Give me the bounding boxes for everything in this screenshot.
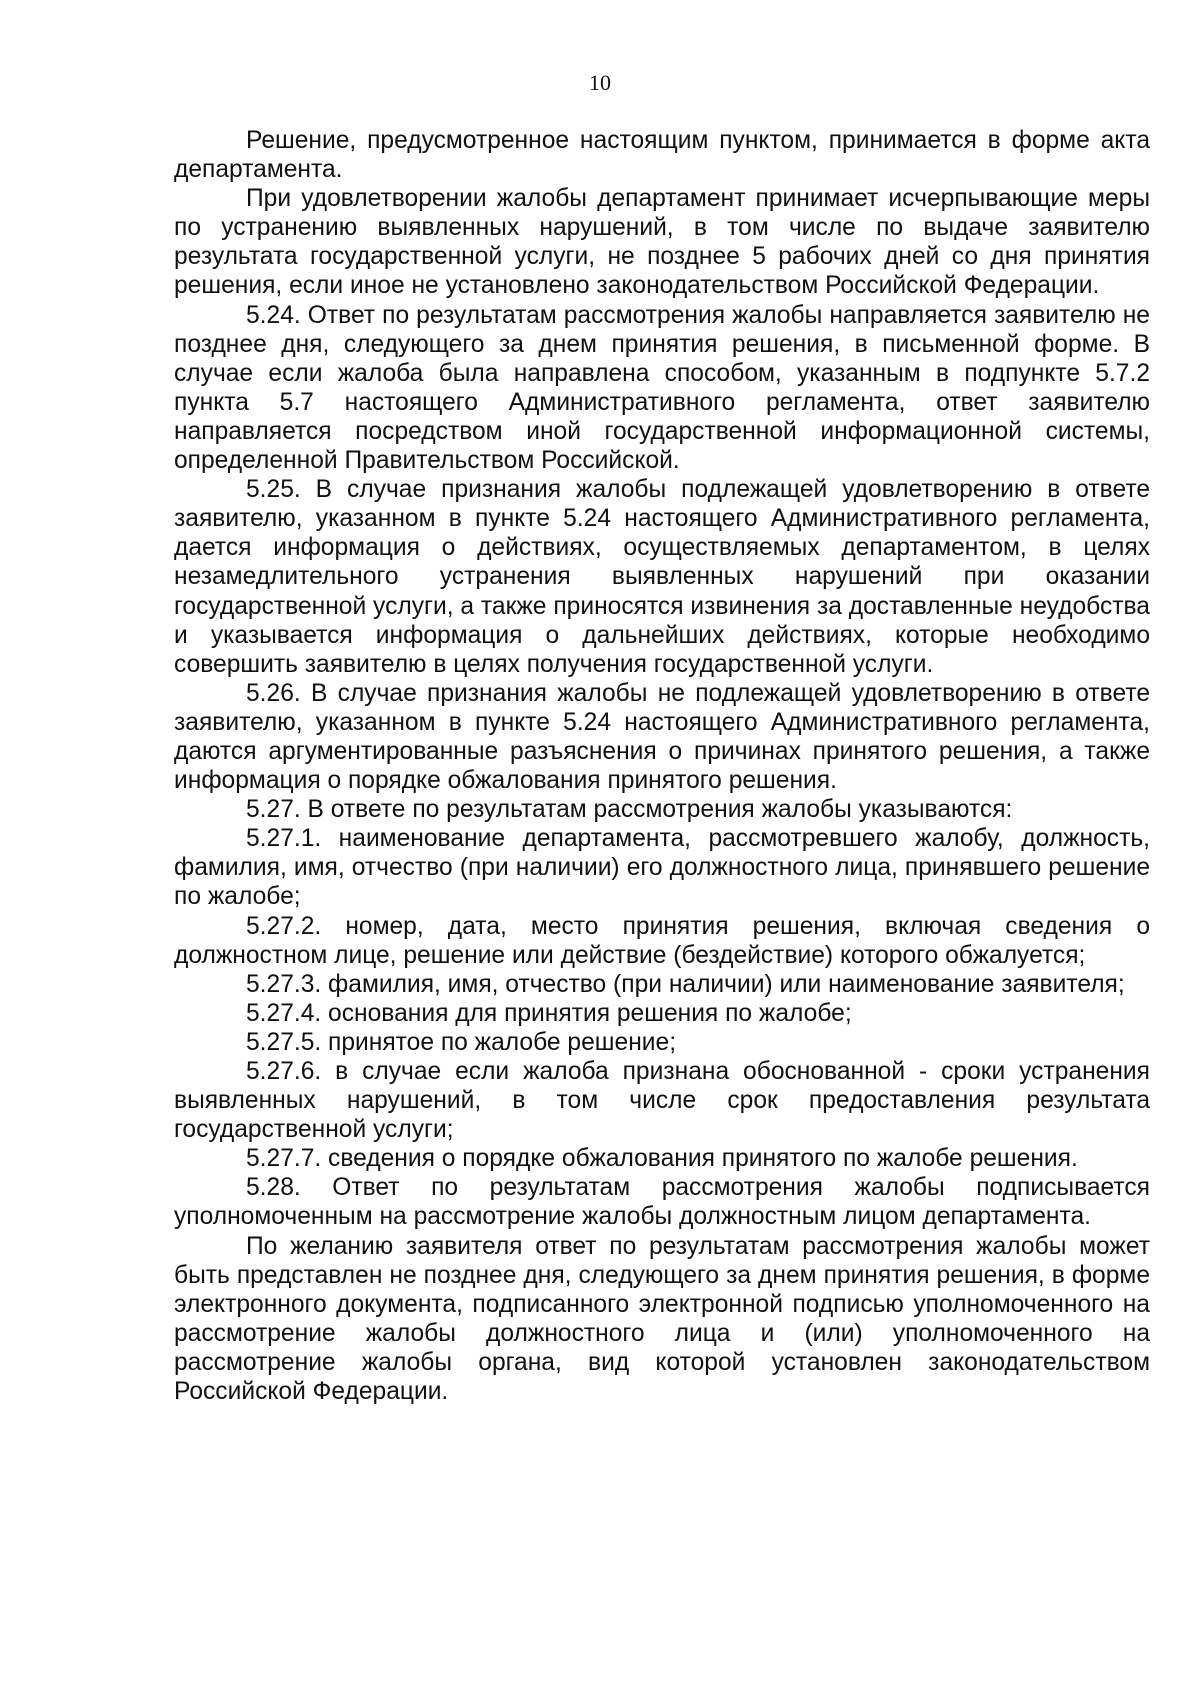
paragraph-5-27-4: 5.27.4. основания для принятия решения по жалобе;: [246, 999, 852, 1027]
paragraph-5-27-7: 5.27.7. сведения о порядке обжалования принятого по жалобе решения.: [246, 1145, 1078, 1173]
paragraph-5-28: 5.28. Ответ по результатам рассмотрения жалобы подписывается уполномоченным на рассмотрение жалобы должностным лицом департамента.: [174, 1174, 1150, 1231]
paragraph-5-25: 5.25. В случае признания жалобы подлежащей удовлетворению в ответе заявителю, указанном в пункте 5.24 настоящего Административного регламента, дается информация о действиях, осуществляемых департаментом, в целях незамедлительного устранения выявленных нарушений при оказании государственной услуги, а также приносятся извинения за доставленные неудобства и указывается информация о дальнейших действиях, которые необходимо совершить заявителю в целях получения государственной услуги.: [174, 476, 1150, 678]
paragraph-5-27-3: 5.27.3. фамилия, имя, отчество (при наличии) или наименование заявителя;: [246, 970, 1125, 998]
document-body: [174, 126, 1150, 1406]
page-number: 10: [589, 70, 611, 95]
paragraph-5-27-1: 5.27.1. наименование департамента, рассмотревшего жалобу, должность, фамилия, имя, отчество (при наличии) его должностного лица, принявшего решение по жалобе;: [174, 825, 1150, 911]
paragraph-decision-form: Решение, предусмотренное настоящим пунктом, принимается в форме акта департамента.: [174, 127, 1150, 184]
paragraph-5-27-6: 5.27.6. в случае если жалоба признана обоснованной - сроки устранения выявленных нарушений, в том числе срок предоставления результата государственной услуги;: [174, 1058, 1150, 1144]
paragraph-5-27-2: 5.27.2. номер, дата, место принятия решения, включая сведения о должностном лице, решение или действие (бездействие) которого обжалуется;: [174, 912, 1150, 969]
paragraph-5-27: 5.27. В ответе по результатам рассмотрения жалобы указываются:: [246, 796, 1013, 824]
paragraph-electronic-response: По желанию заявителя ответ по результатам рассмотрения жалобы может быть представлен не позднее дня, следующего за днем принятия решения, в форме электронного документа, подписанного электронной подписью уполномоченного на рассмотрение жалобы должностного лица и (или) уполномоченного на рассмотрение жалобы органа, вид которой установлен законодательством Российской Федерации.: [174, 1232, 1150, 1406]
paragraph-5-24: 5.24. Ответ по результатам рассмотрения жалобы направляется заявителю не позднее дня, следующего за днем принятия решения, в письменной форме. В случае если жалоба была направлена способом, указанным в подпункте 5.7.2 пункта 5.7 настоящего Административного регламента, ответ заявителю направляется посредством иной государственной информационной системы, определенной Правительством Российской.: [174, 301, 1150, 475]
paragraph-5-27-5: 5.27.5. принятое по жалобе решение;: [246, 1028, 677, 1056]
paragraph-complaint-satisfied: При удовлетворении жалобы департамент принимает исчерпывающие меры по устранению выявленных нарушений, в том числе по выдаче заявителю результата государственной услуги, не позднее 5 рабочих дней со дня принятия решения, если иное не установлено законодательством Российской Федерации.: [174, 185, 1150, 300]
paragraph-5-26: 5.26. В случае признания жалобы не подлежащей удовлетворению в ответе заявителю, указанном в пункте 5.24 настоящего Административного регламента, даются аргументированные разъяснения о причинах принятого решения, а также информация о порядке обжалования принятого решения.: [174, 679, 1150, 795]
